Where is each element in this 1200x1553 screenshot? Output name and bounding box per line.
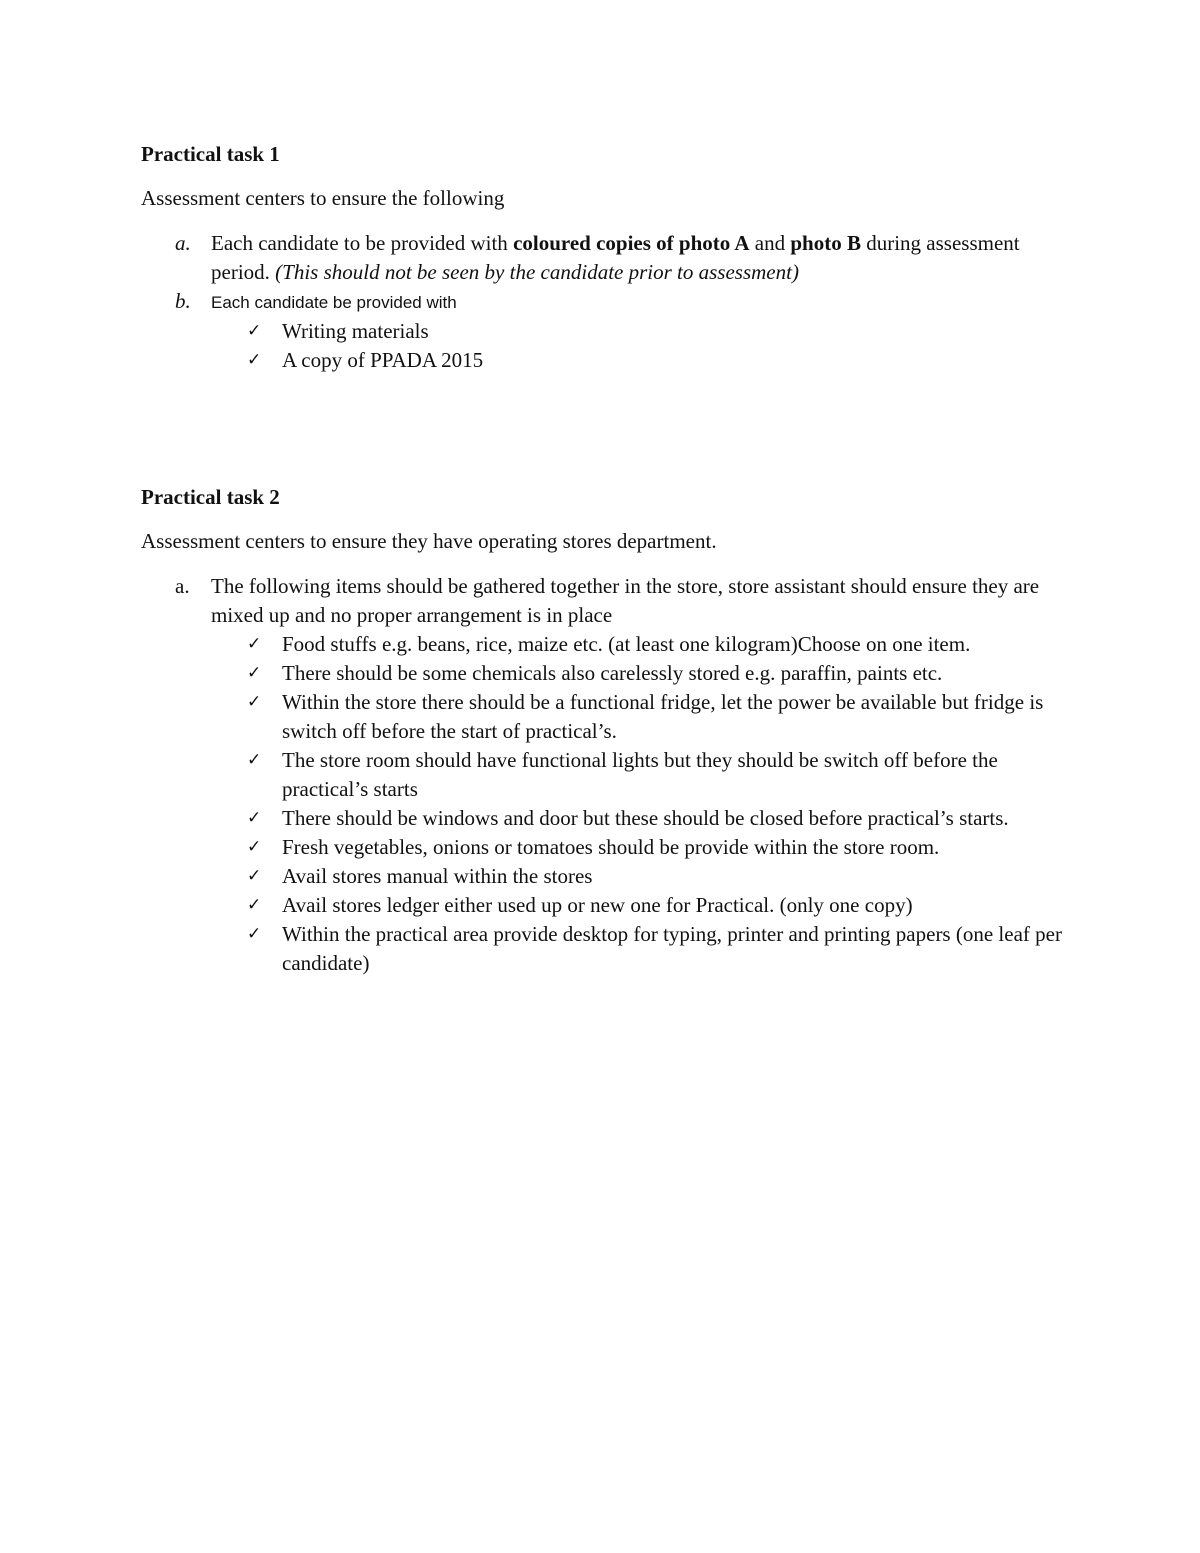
task-1-item-a-bold-2: photo B: [790, 231, 861, 255]
task-1-item-a-marker: a.: [175, 231, 191, 255]
task-1-item-a-text-1: Each candidate to be provided with: [211, 231, 514, 255]
checklist-item-text: Writing materials: [282, 319, 429, 343]
checklist-item-text: Avail stores manual within the stores: [282, 864, 593, 888]
task-1-item-a-text-2: and: [749, 231, 791, 255]
task-1-section: [141, 140, 1071, 375]
checklist-item-text: Fresh vegetables, onions or tomatoes should be provide within the store room.: [282, 835, 940, 859]
task-1-item-a: [141, 229, 1071, 287]
task-2-item-a-checklist: [211, 630, 1071, 978]
check-mark-icon: ✓: [247, 750, 262, 770]
check-mark-icon: ✓: [247, 866, 262, 886]
checklist-item: [211, 833, 1071, 862]
check-mark-icon: ✓: [247, 895, 262, 915]
checklist-item-text: There should be some chemicals also carelessly stored e.g. paraffin, paints etc.: [282, 661, 943, 685]
checklist-item: [211, 346, 1071, 375]
task-1-title: Practical task 1: [141, 142, 280, 166]
checklist-item: [211, 630, 1071, 659]
checklist-item-text: Avail stores ledger either used up or new one for Practical. (only one copy): [282, 893, 913, 917]
check-mark-icon: ✓: [247, 924, 262, 944]
check-mark-icon: ✓: [247, 663, 262, 683]
check-mark-icon: ✓: [247, 321, 262, 341]
task-1-list: [141, 229, 1071, 375]
task-1-item-a-text-3: during assessment period.: [211, 231, 1020, 284]
checklist-item-text: Within the store there should be a functional fridge, let the power be available but fridge is switch off before the start of practical’s.: [282, 690, 1044, 743]
checklist-item-text: A copy of PPADA 2015: [282, 348, 484, 372]
checklist-item: [211, 862, 1071, 891]
checklist-item: [211, 891, 1071, 920]
task-2-list: [141, 572, 1071, 978]
checklist-item: [211, 804, 1071, 833]
task-1-item-b-marker: b.: [175, 289, 191, 313]
task-2-intro: Assessment centers to ensure they have operating stores department.: [141, 529, 717, 553]
task-2-item-a-text: The following items should be gathered together in the store, store assistant should ensure they are mixed up and no proper arrangement is in place: [211, 574, 1040, 627]
check-mark-icon: ✓: [247, 808, 262, 828]
checklist-item-text: The store room should have functional lights but they should be switch off before the practical’s starts: [282, 748, 998, 801]
task-1-item-b: [141, 287, 1071, 375]
document-page: [141, 140, 1071, 978]
task-1-intro: Assessment centers to ensure the following: [141, 186, 505, 210]
checklist-item: [211, 920, 1071, 978]
checklist-item-text: There should be windows and door but these should be closed before practical’s starts.: [282, 806, 1009, 830]
task-2-item-a-marker: a.: [175, 574, 190, 598]
task-1-item-a-bold-1: coloured copies of photo A: [513, 231, 750, 255]
check-mark-icon: ✓: [247, 634, 262, 654]
checklist-item: [211, 688, 1071, 746]
task-2-title: Practical task 2: [141, 485, 280, 509]
checklist-item-text: Within the practical area provide desktop for typing, printer and printing papers (one leaf per candidate): [282, 922, 1062, 975]
task-1-item-b-text: Each candidate be provided with: [211, 293, 457, 312]
task-2-item-a: [141, 572, 1071, 978]
checklist-item: [211, 317, 1071, 346]
task-1-item-a-italic-note: (This should not be seen by the candidate prior to assessment): [275, 260, 799, 284]
checklist-item-text: Food stuffs e.g. beans, rice, maize etc. (at least one kilogram)Choose on one item.: [282, 632, 971, 656]
task-2-section: [141, 483, 1071, 978]
checklist-item: [211, 746, 1071, 804]
check-mark-icon: ✓: [247, 837, 262, 857]
task-1-item-b-checklist: [211, 317, 1071, 375]
check-mark-icon: ✓: [247, 692, 262, 712]
check-mark-icon: ✓: [247, 350, 262, 370]
checklist-item: [211, 659, 1071, 688]
